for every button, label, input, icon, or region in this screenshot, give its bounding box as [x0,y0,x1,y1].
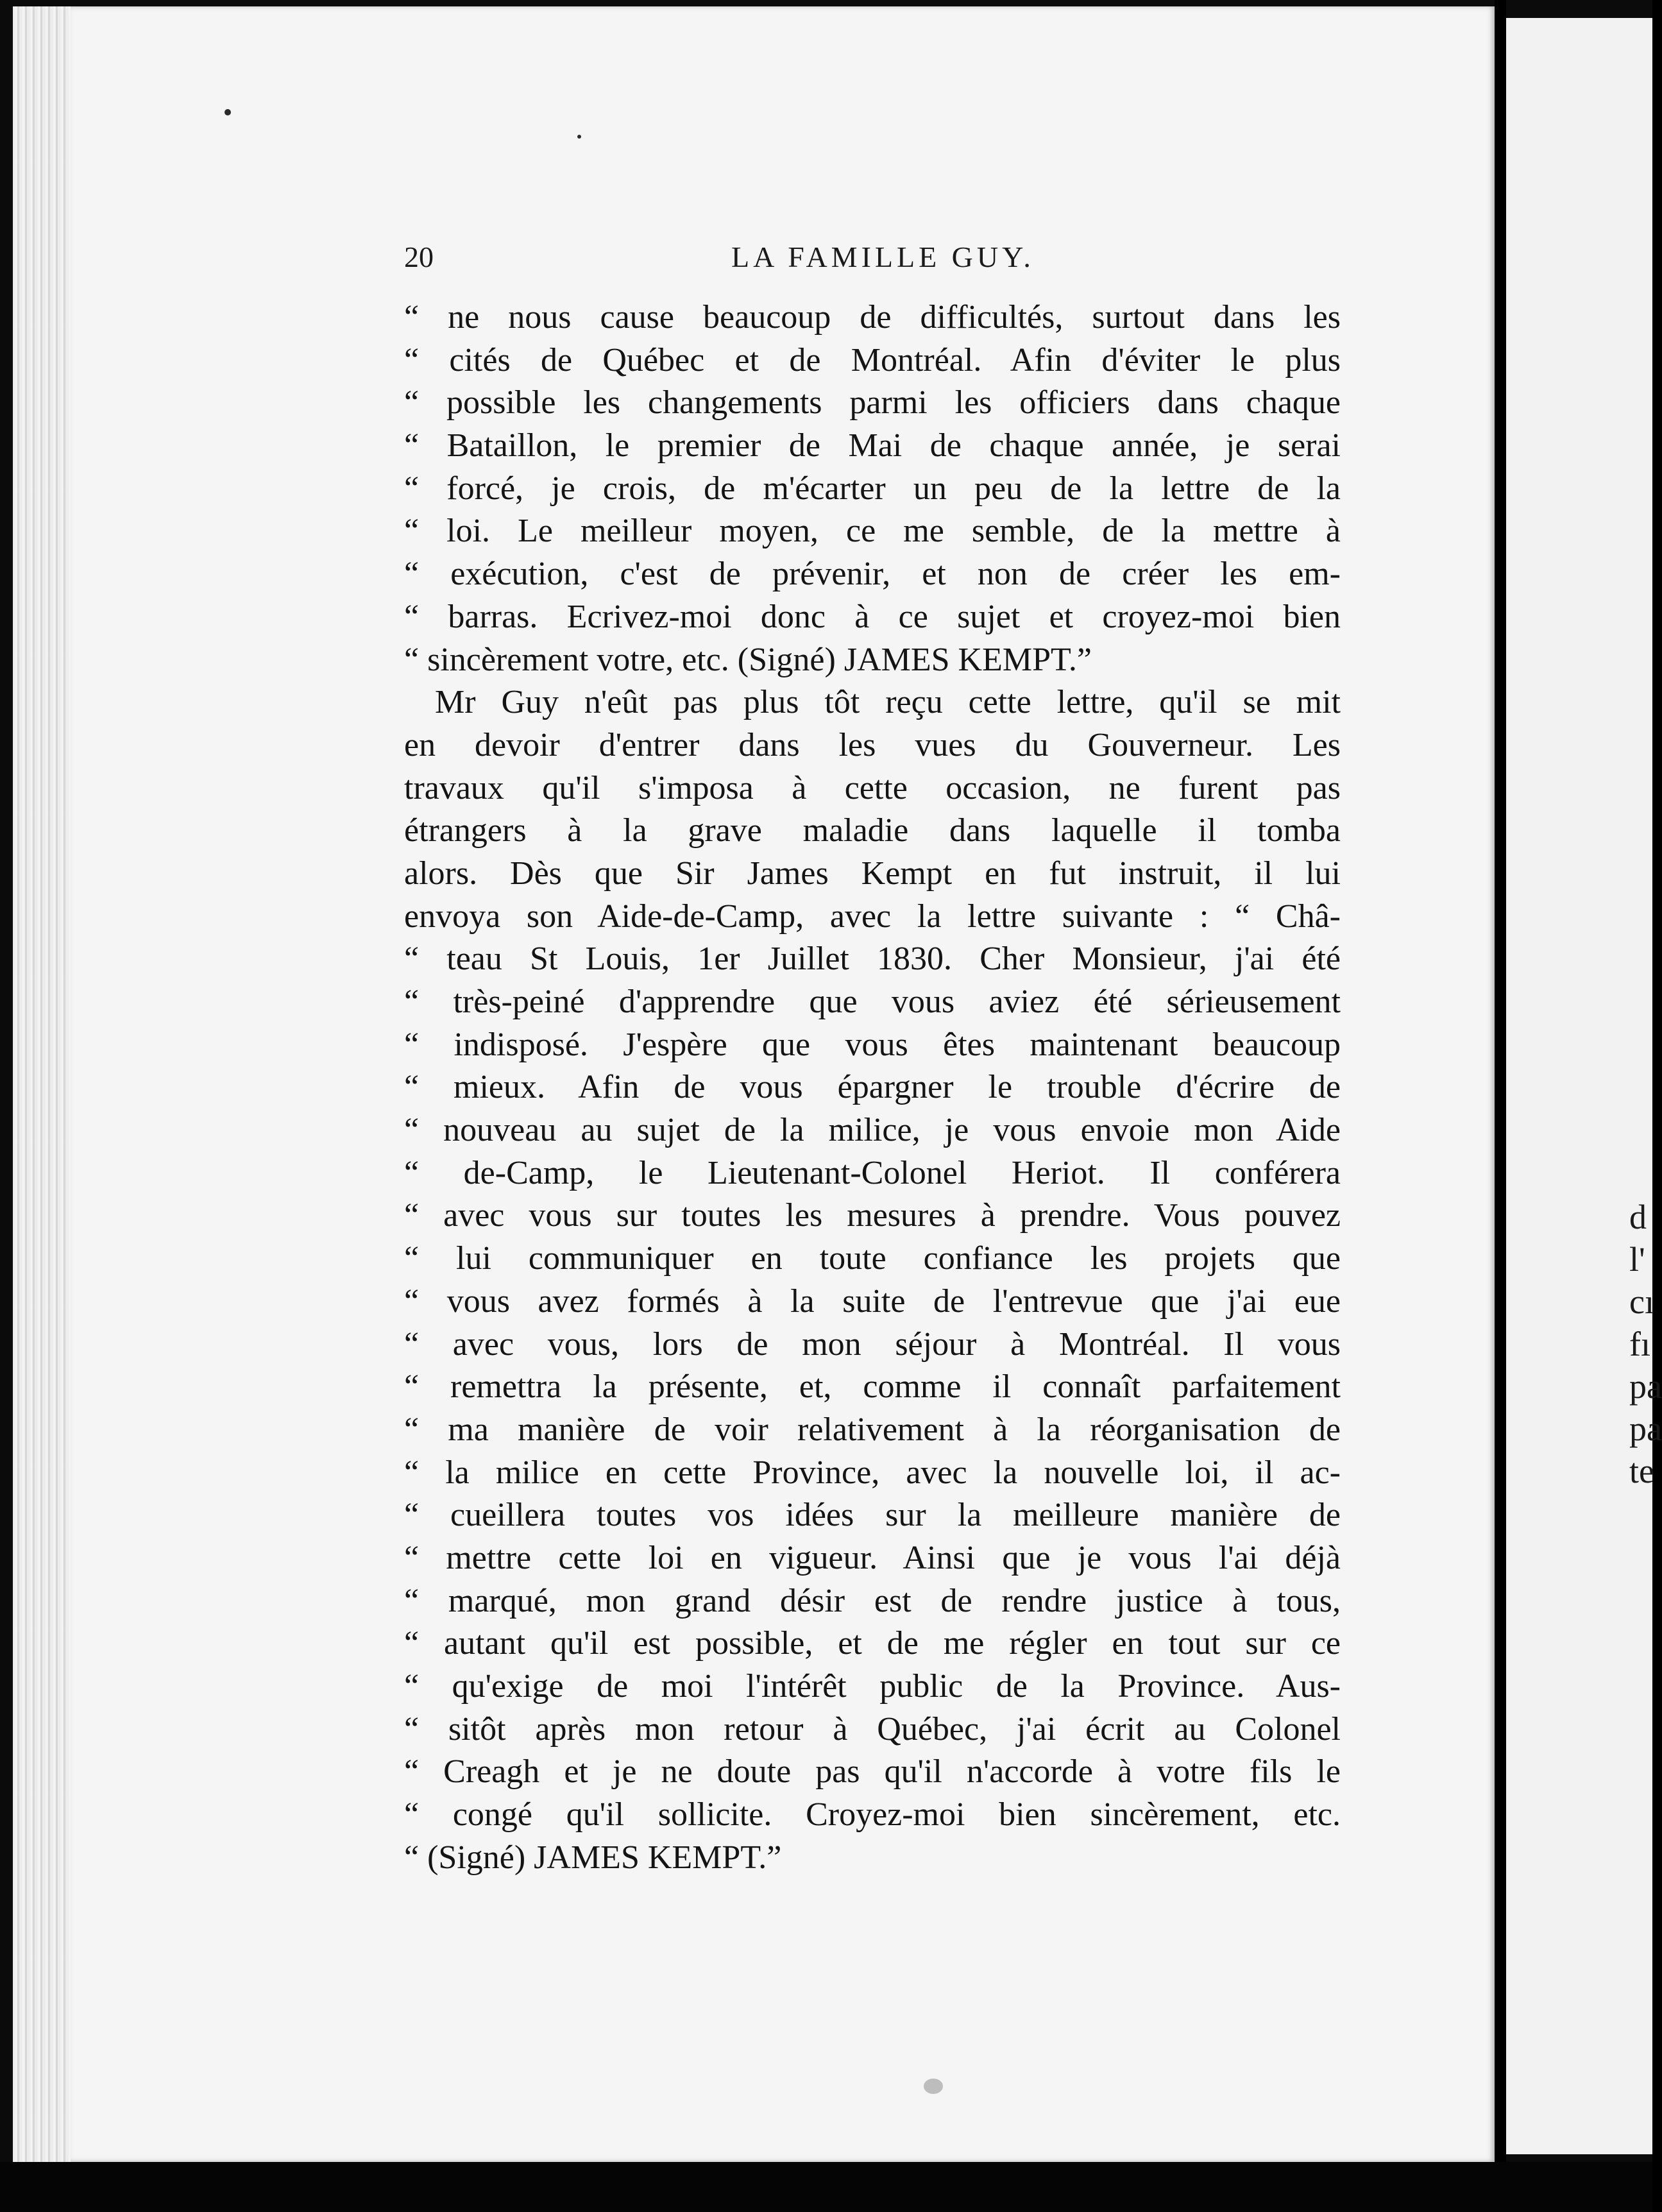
text-line: en devoir d'entrer dans les vues du Gouverneur. Les [404,726,1341,763]
text-line: “ mettre cette loi en vigueur. Ainsi que je vous l'ai déjà [404,1539,1341,1576]
facing-page-fragment: pa [1629,1367,1662,1406]
running-head [404,231,1328,282]
facing-page-edge [1506,18,1662,2154]
text-line: “ avec vous, lors de mon séjour à Montréal. Il vous [404,1325,1341,1363]
dust-speck [225,109,231,115]
text-line: “ congé qu'il sollicite. Croyez-moi bien sincèrement, etc. [404,1796,1341,1833]
dust-speck [924,2079,943,2094]
text-line: “ ma manière de voir relativement à la réorganisation de [404,1411,1341,1448]
text-line: “ sitôt après mon retour à Québec, j'ai écrit au Colonel [404,1710,1341,1748]
text-line: “ possible les changements parmi les officiers dans chaque [404,384,1341,421]
text-line: “ (Signé) JAMES KEMPT.” [404,1839,782,1876]
text-line: “ Bataillon, le premier de Mai de chaque année, je serai [404,427,1341,464]
book-gutter [1495,0,1506,2212]
text-line: “ autant qu'il est possible, et de me régler en tout sur ce [404,1625,1341,1662]
text-line: “ sincèrement votre, etc. (Signé) JAMES KEMPT.” [404,641,1092,678]
text-line: “ nouveau au sujet de la milice, je vous envoie mon Aide [404,1112,1341,1149]
page-number: 20 [404,240,434,273]
facing-page-fragment: l' [1629,1240,1645,1279]
facing-page-fragment: te [1629,1452,1654,1490]
text-line: “ forcé, je crois, de m'écarter un peu de la lettre de la [404,470,1341,507]
text-line: envoya son Aide-de-Camp, avec la lettre suivante : “ Châ- [404,898,1341,935]
text-line: “ indisposé. J'espère que vous êtes maintenant beaucoup [404,1026,1341,1063]
text-line: “ avec vous sur toutes les mesures à prendre. Vous pouvez [404,1197,1341,1234]
text-line: “ cités de Québec et de Montréal. Afin d'éviter le plus [404,341,1341,379]
text-line: “ mieux. Afin de vous épargner le trouble d'écrire de [404,1069,1341,1106]
running-title: LA FAMILLE GUY. [731,240,1035,273]
text-line: étrangers à la grave maladie dans laquelle il tomba [404,812,1341,849]
text-line: “ barras. Ecrivez-moi donc à ce sujet et croyez-moi bien [404,598,1341,635]
text-line: “ loi. Le meilleur moyen, ce me semble, de la mettre à [404,513,1341,550]
text-line: “ qu'exige de moi l'intérêt public de la Province. Aus- [404,1668,1341,1705]
text-line: “ teau St Louis, 1er Juillet 1830. Cher Monsieur, j'ai été [404,940,1341,978]
text-line: “ cueillera toutes vos idées sur la meilleure manière de [404,1497,1341,1534]
dust-speck [577,135,581,139]
text-line: “ remettra la présente, et, comme il connaît parfaitement [404,1368,1341,1406]
text-line: “ exécution, c'est de prévenir, et non de créer les em- [404,556,1341,593]
body-text [404,296,1341,1879]
scan-bottom-border [0,2162,1652,2212]
text-line: travaux qu'il s'imposa à cette occasion, ne furent pas [404,769,1341,806]
text-line: Mr Guy n'eût pas plus tôt reçu cette lettre, qu'il se mit [435,684,1341,721]
text-line: “ vous avez formés à la suite de l'entrevue que j'ai eue [404,1282,1341,1320]
text-line: alors. Dès que Sir James Kempt en fut instruit, il lui [404,855,1341,892]
text-line: “ la milice en cette Province, avec la nouvelle loi, il ac- [404,1454,1341,1491]
facing-page-fragment: pa [1629,1409,1662,1448]
text-line: “ ne nous cause beaucoup de difficultés, surtout dans les [404,299,1341,336]
text-line: “ marqué, mon grand désir est de rendre justice à tous, [404,1582,1341,1619]
text-line: “ Creagh et je ne doute pas qu'il n'accorde à votre fils le [404,1753,1341,1791]
text-line: “ très-peiné d'apprendre que vous aviez été sérieusement [404,983,1341,1020]
facing-page-fragment: fı [1629,1325,1650,1363]
facing-page-fragment: d [1629,1198,1647,1236]
text-line: “ de-Camp, le Lieutenant-Colonel Heriot. Il conférera [404,1154,1341,1191]
text-line: “ lui communiquer en toute confiance les projets que [404,1240,1341,1277]
facing-page-fragment: cı [1629,1282,1654,1321]
